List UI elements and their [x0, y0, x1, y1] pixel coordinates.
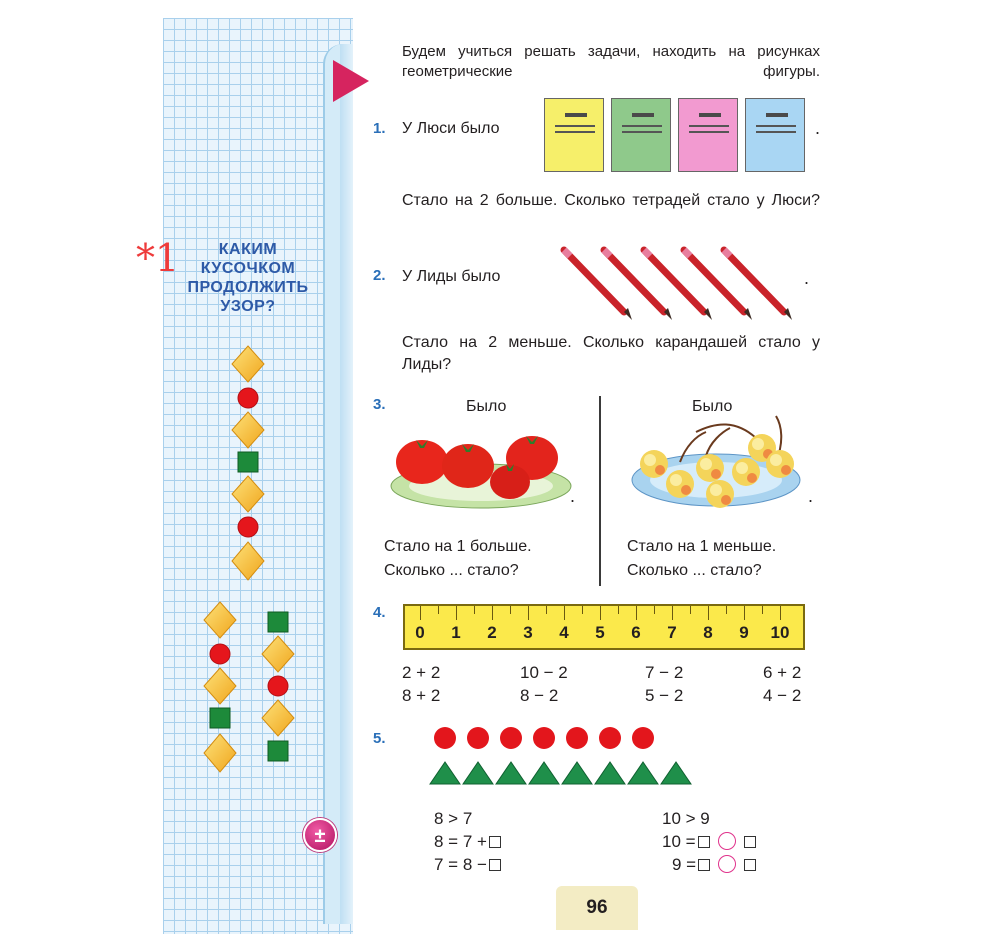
rhombus-shape [232, 346, 264, 382]
comparison: 8 > 7 [434, 809, 473, 828]
ruler-tick [636, 606, 637, 620]
cherry-icon [766, 450, 794, 478]
ruler-tick [708, 606, 709, 620]
ruler-number: 5 [595, 623, 605, 642]
expression: 8 − 2 [520, 686, 559, 705]
task2-question: Стало на 2 меньше. Сколько карандашей стало у Лиды? [402, 334, 820, 373]
notebook-green [611, 98, 671, 172]
red-circle [566, 727, 588, 749]
rhombus-shape [262, 636, 294, 672]
cherry-icon [640, 450, 668, 478]
task2-lead: У Лиды было [402, 268, 501, 285]
ruler-half-tick [582, 606, 583, 614]
cherry-icon [666, 470, 694, 498]
answer-box[interactable] [698, 836, 710, 848]
red-circle [533, 727, 555, 749]
sign-circle[interactable] [718, 855, 736, 873]
rhombus-shape [204, 602, 236, 638]
red-circle [632, 727, 654, 749]
tomato-icon [442, 444, 494, 488]
column-divider [599, 396, 601, 586]
task3-left-line2: Сколько ... стало? [384, 562, 519, 579]
expression: 2 + 2 [402, 663, 441, 682]
task-number: 4. [373, 604, 386, 621]
ruler-half-tick [546, 606, 547, 614]
ruler-number: 9 [739, 623, 749, 642]
ruler-tick [744, 606, 745, 620]
rhombus-shape [232, 542, 264, 580]
pencil-icon [604, 250, 672, 320]
ruler-number: 0 [415, 623, 425, 642]
expression: 8 + 2 [402, 686, 441, 705]
ruler-number: 6 [631, 623, 641, 642]
ruler-half-tick [510, 606, 511, 614]
intro-text: Будем учиться решать задачи, находить на рисунках геометрические фигуры. [402, 43, 820, 80]
ruler-half-tick [726, 606, 727, 614]
plus-minus-icon: ± [303, 818, 337, 852]
ruler-half-tick [762, 606, 763, 614]
pencil-icon [684, 250, 752, 320]
green-triangle [661, 762, 691, 784]
sign-circle[interactable] [718, 832, 736, 850]
ruler-tick [528, 606, 529, 620]
notebook-pink [678, 98, 738, 172]
red-circle [467, 727, 489, 749]
square-shape [210, 708, 230, 728]
rhombus-shape [232, 412, 264, 448]
expression: 10 − 2 [520, 663, 568, 682]
comparison [434, 831, 503, 852]
tomatoes-plate [386, 420, 576, 512]
red-circle [599, 727, 621, 749]
comparison [662, 831, 758, 852]
comparison-text: 7 = 8 − [434, 855, 487, 874]
green-triangle [496, 762, 526, 784]
task1-lead: У Люси было [402, 120, 500, 137]
comparison [672, 854, 758, 875]
ruler-number: 3 [523, 623, 533, 642]
task-number: 3. [373, 396, 386, 413]
rhombus-shape [232, 476, 264, 512]
ruler-half-tick [654, 606, 655, 614]
ruler-number: 7 [667, 623, 677, 642]
pattern-piece-right[interactable] [256, 608, 300, 768]
expression: 7 − 2 [645, 663, 684, 682]
green-triangle [562, 762, 592, 784]
cherry-icon [706, 480, 734, 508]
circle-shape [238, 517, 258, 537]
task-number: 1. [373, 120, 386, 137]
side-question-line: ПРОДОЛЖИТЬ [187, 279, 309, 296]
ruler-half-tick [618, 606, 619, 614]
comparison: 10 > 9 [662, 809, 710, 828]
tomato-icon [396, 440, 448, 484]
expression: 6 + 2 [763, 663, 802, 682]
comparison [434, 854, 503, 875]
side-question-line: КАКИМ [218, 241, 278, 258]
cherries-plate [626, 402, 806, 514]
sentence-dot: . [804, 268, 810, 288]
task-number: 5. [373, 730, 386, 747]
sentence-dot: . [815, 118, 821, 138]
task3-left-label: Было [466, 398, 507, 415]
ruler-tick [780, 606, 781, 620]
green-triangle [628, 762, 658, 784]
pencil-icon [564, 250, 632, 320]
red-circle [434, 727, 456, 749]
notebook-yellow [544, 98, 604, 172]
page-edge [340, 44, 354, 924]
green-triangle [595, 762, 625, 784]
ruler-half-tick [474, 606, 475, 614]
rhombus-shape [204, 734, 236, 772]
task3-left-line1: Стало на 1 больше. [384, 538, 532, 555]
pattern-piece-left[interactable] [198, 600, 242, 778]
ruler-number: 8 [703, 623, 713, 642]
answer-box[interactable] [489, 836, 501, 848]
answer-box[interactable] [744, 836, 756, 848]
star-marker: *1 [136, 236, 180, 280]
square-shape [268, 741, 288, 761]
page-number: 96 [586, 897, 608, 918]
square-shape [238, 452, 258, 472]
side-question-line: УЗОР? [220, 298, 276, 315]
answer-box[interactable] [698, 859, 710, 871]
side-question-line: КУСОЧКОМ [200, 260, 296, 277]
counting-shapes [428, 724, 700, 788]
ruler-number: 10 [770, 623, 790, 642]
ruler-half-tick [690, 606, 691, 614]
task-number: 2. [373, 267, 386, 284]
green-triangle [463, 762, 493, 784]
pencil-icon [724, 250, 792, 320]
comparison-text: 10 = [662, 832, 696, 851]
ruler-tick [564, 606, 565, 620]
circle-shape [268, 676, 288, 696]
sentence-dot: . [808, 486, 814, 506]
cherry-icon [696, 454, 724, 482]
pencil-icon [644, 250, 712, 320]
expression: 5 − 2 [645, 686, 684, 705]
expression: 4 − 2 [763, 686, 802, 705]
ruler-tick [492, 606, 493, 620]
ruler-number: 1 [451, 623, 461, 642]
answer-box[interactable] [489, 859, 501, 871]
ruler-half-tick [438, 606, 439, 614]
side-question [178, 240, 318, 316]
ruler-number: 4 [559, 623, 569, 642]
rhombus-shape [262, 700, 294, 736]
ruler-tick [456, 606, 457, 620]
green-triangle [529, 762, 559, 784]
task3-right-line1: Стало на 1 меньше. [627, 538, 777, 555]
sentence-dot: . [570, 486, 576, 506]
ruler-tick [420, 606, 421, 620]
task3-right-line2: Сколько ... стало? [627, 562, 762, 579]
ruler-tick [600, 606, 601, 620]
circle-shape [238, 388, 258, 408]
green-triangle [430, 762, 460, 784]
pencils-group [556, 240, 806, 322]
comparison-text: 8 = 7 + [434, 832, 487, 851]
notebook-blue [745, 98, 805, 172]
ruler-tick [672, 606, 673, 620]
cherry-icon [732, 458, 760, 486]
rhombus-shape [204, 668, 236, 704]
ruler-number: 2 [487, 623, 497, 642]
circle-shape [210, 644, 230, 664]
comparison-text: 9 = [672, 855, 697, 874]
red-circle [500, 727, 522, 749]
answer-box[interactable] [744, 859, 756, 871]
pattern-sequence [226, 344, 270, 588]
task1-question: Стало на 2 больше. Сколько тетрадей стало у Люси? [402, 192, 820, 209]
square-shape [268, 612, 288, 632]
bookmark-triangle-icon [331, 58, 371, 104]
task3-right-label: Было [692, 398, 733, 415]
